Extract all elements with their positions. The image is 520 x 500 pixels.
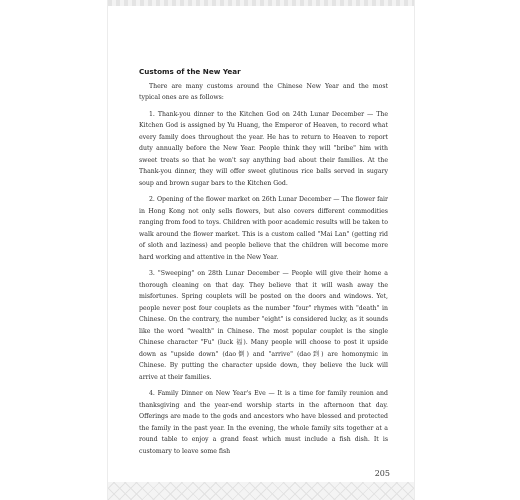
intro-paragraph: There are many customs around the Chinese New Year and the most typical ones are as follows:	[139, 82, 388, 101]
custom-item-family-dinner: 4. Family Dinner on New Year's Eve — It is a time for family reunion and thanksgiving and the year-end worship starts in the afternoon that day. Offerings are made to the gods and ancestors who have blessed and protected the family in the past year. In the evening, the whole family sits together at a round table to enjoy a grand feast which must include a fish dish. It is customary to leave some fish	[139, 390, 388, 455]
section-heading: Customs of the New Year	[139, 67, 241, 76]
custom-item-kitchen-god: 1. Thank-you dinner to the Kitchen God on 24th Lunar December — The Kitchen God is assigned by Yu Huang, the Emperor of Heaven, to record what every family does throughout the year. He has to return to Heaven to report duty annually before the New Year. People think they will "bribe" him with sweet treats so that he won't say anything bad about their families. At the Thank-you dinner, they will offer sweet glutinous rice balls served in sugary soup and brown sugar bars to the Kitchen God.	[139, 110, 388, 187]
custom-item-flower-market: 2. Opening of the flower market on 26th Lunar December — The flower fair in Hong Kong not only sells flowers, but also covers different commodities ranging from food to toys. Children with poor academic results will be taken to walk around the flower market. This is a custom called "Mai Lan" (getting rid of sloth and laziness) and people believe that the children will become more hard working and attentive in the New Year.	[139, 196, 388, 261]
custom-item-sweeping: 3. "Sweeping" on 28th Lunar December — People will give their home a thorough cleaning on that day. They believe that it will wash away the misfortunes. Spring couplets will be posted on the doors and windows. Yet, people never post four couplets as the number "four" rhymes with "death" in Chinese. On the contrary, the number "eight" is considered lucky, as it sounds like the word "wealth" in Chinese. The most popular couplet is the single Chinese character "Fu" (luck 福). Many people will choose to post it upside down as "upside down" (dao倒) and "arrive" (dao到) are homonymic in Chinese. By putting the character upside down, they believe the luck will arrive at their families.	[139, 270, 388, 381]
top-decorative-strip	[108, 0, 414, 6]
page-body	[139, 66, 388, 462]
page-number: 205	[374, 469, 390, 478]
bottom-decorative-band	[108, 482, 414, 500]
